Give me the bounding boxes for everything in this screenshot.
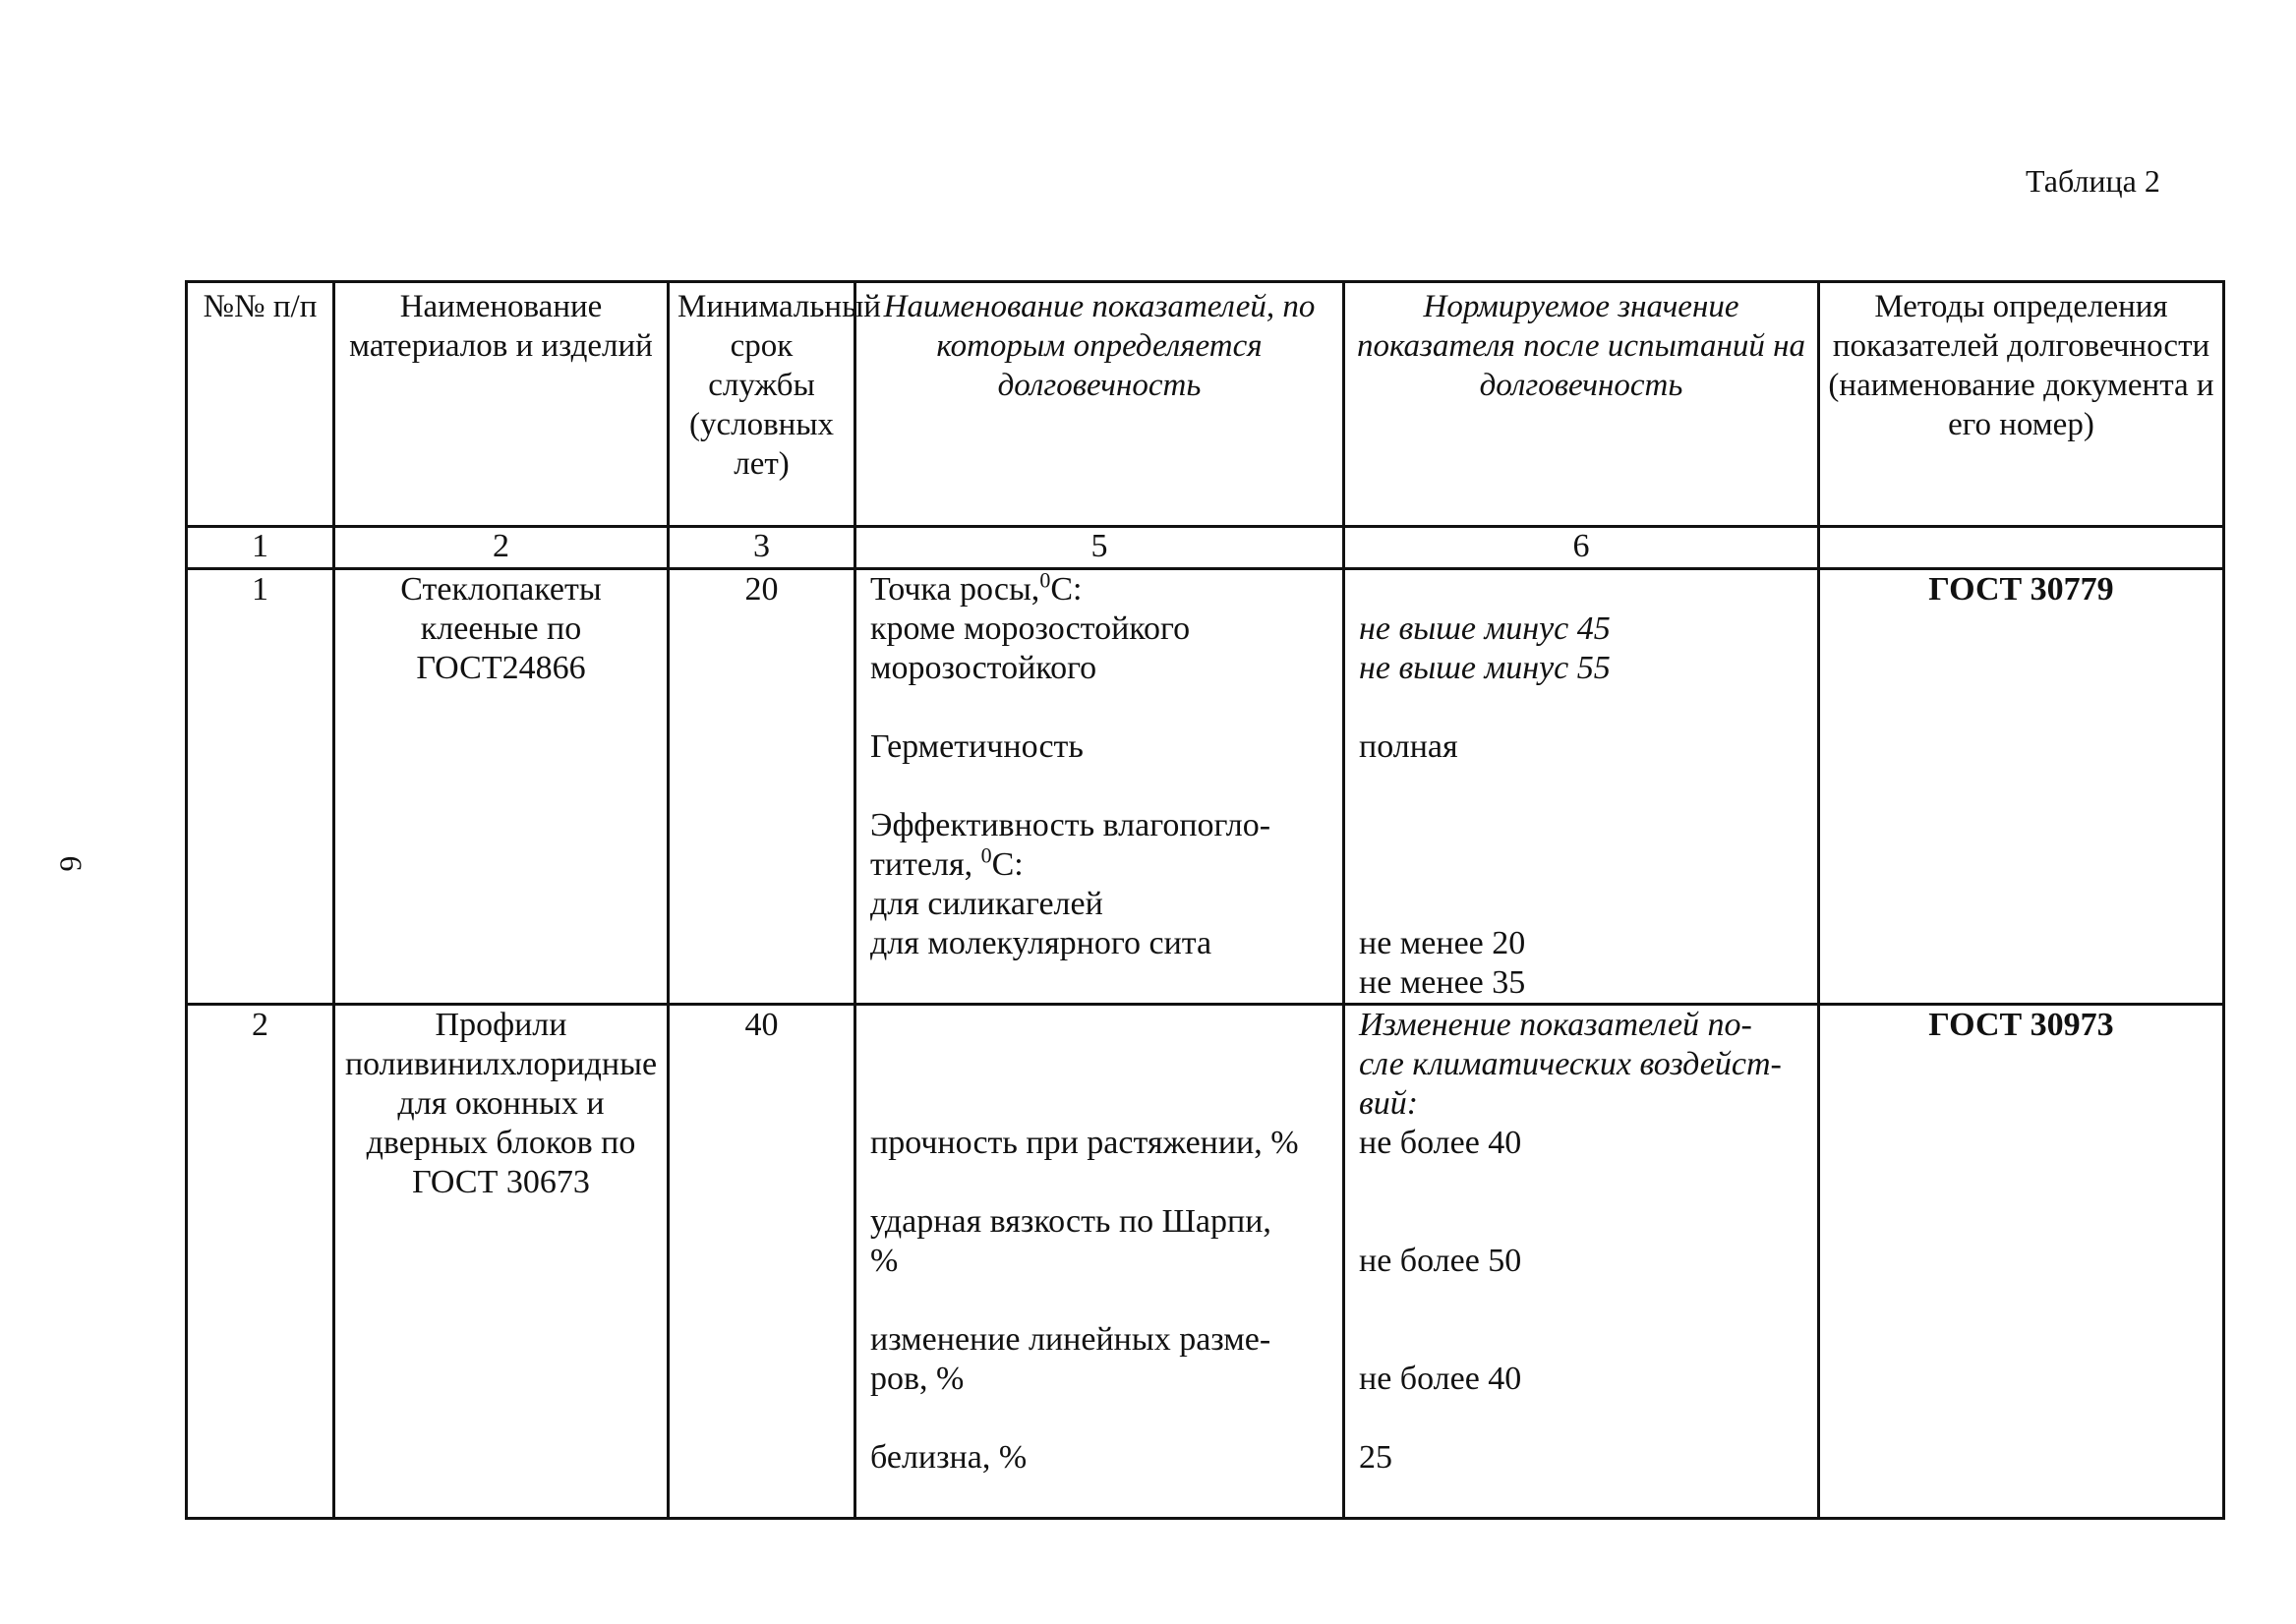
row-number: 2 [187, 1005, 334, 1519]
indicators-cell [855, 569, 1344, 1005]
degree-mark: 0 [1039, 567, 1051, 593]
indicator-linear-line2: ров, % [870, 1361, 965, 1397]
indicator-molecular: для молекулярного сита [870, 925, 1212, 961]
value-intro-line2: сле климатических воздейст- [1359, 1046, 1782, 1082]
value-intro-line1: Изменение показателей по- [1359, 1007, 1752, 1043]
header-normative-value: Нормируемое значение показателя после испытаний на долговечность [1344, 282, 1819, 527]
value-whiteness: 25 [1359, 1439, 1392, 1476]
indicator-impact-line1: ударная вязкость по Шарпи, [870, 1203, 1271, 1240]
table-caption: Таблица 2 [2026, 163, 2160, 199]
value-linear: не более 40 [1359, 1361, 1522, 1397]
material-name: Профили поливинилхлоридные для оконных и дверных блоков по ГОСТ 30673 [334, 1005, 669, 1519]
durability-table [185, 280, 2225, 1520]
value-tensile: не более 40 [1359, 1125, 1522, 1161]
row-number: 1 [187, 569, 334, 1005]
column-number: 3 [669, 527, 855, 569]
indicator-efficiency-line1: Эффективность влагопогло- [870, 807, 1271, 843]
column-number: 1 [187, 527, 334, 569]
header-number: №№ п/п [187, 282, 334, 527]
indicator-linear-line1: изменение линейных разме- [870, 1321, 1271, 1358]
indicator-tightness: Герметичность [870, 728, 1084, 765]
indicator-efficiency-line2: тителя, $^0$C: [870, 842, 1024, 883]
table-row [187, 569, 2224, 1005]
values-cell [1344, 569, 1819, 1005]
column-number [1819, 527, 2224, 569]
value-tightness: полная [1359, 728, 1458, 765]
degree-mark: 0 [980, 842, 992, 868]
service-life: 40 [669, 1005, 855, 1519]
indicator-tensile: прочность при растяжении, % [870, 1125, 1299, 1161]
indicator-whiteness: белизна, % [870, 1439, 1028, 1476]
column-number: 5 [855, 527, 1344, 569]
value-silica: не менее 20 [1359, 925, 1526, 961]
value-impact: не более 50 [1359, 1243, 1522, 1279]
column-number-row [187, 527, 2224, 569]
indicator-dew-point: Точка росы,$^0$C: [870, 567, 1083, 608]
method-document: ГОСТ 30779 [1819, 569, 2224, 1005]
value-except-frost: не выше минус 45 [1359, 610, 1611, 647]
values-cell [1344, 1005, 1819, 1519]
indicator-except-frost: кроме морозостойкого [870, 610, 1191, 647]
header-material: Наименование материалов и изделий [334, 282, 669, 527]
service-life: 20 [669, 569, 855, 1005]
column-number: 6 [1344, 527, 1819, 569]
indicator-impact-line2: % [870, 1243, 899, 1279]
method-document: ГОСТ 30973 [1819, 1005, 2224, 1519]
header-service-life: Минимальный срок службы (условных лет) [669, 282, 855, 527]
indicator-frost: морозостойкого [870, 650, 1097, 686]
header-methods: Методы определения показателей долговечности (наименование документа и его номер) [1819, 282, 2224, 527]
material-name: Стеклопакеты клееные по ГОСТ24866 [334, 569, 669, 1005]
indicators-cell [855, 1005, 1344, 1519]
header-indicators: Наименование показателей, по которым определяется долговечность [855, 282, 1344, 527]
column-number: 2 [334, 527, 669, 569]
value-frost: не выше минус 55 [1359, 650, 1611, 686]
table-row [187, 1005, 2224, 1519]
page-number: 6 [53, 855, 89, 872]
header-row [187, 282, 2224, 527]
value-molecular: не менее 35 [1359, 964, 1526, 1001]
indicator-silica: для силикагелей [870, 886, 1103, 922]
value-intro-line3: вий: [1359, 1085, 1419, 1122]
